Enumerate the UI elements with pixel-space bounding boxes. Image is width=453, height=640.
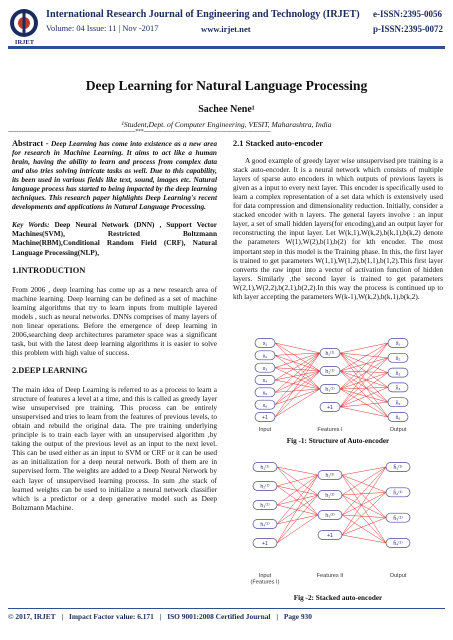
abstract — [12, 139, 217, 211]
section-heading-stacked-auto-encoder: 2.1 Stacked auto-encoder — [233, 139, 324, 148]
layer-label: Features II — [316, 573, 344, 579]
footer-separator: | — [61, 612, 64, 621]
network-edge — [275, 389, 320, 417]
network-edge — [275, 343, 320, 389]
network-edge — [340, 371, 388, 373]
network-edge — [275, 353, 320, 417]
network-node-label: +1 — [327, 405, 333, 412]
network-edge — [275, 368, 320, 389]
author-name: Sachee Nene¹ — [198, 104, 255, 115]
header-rule — [8, 46, 445, 49]
section-heading-deep-learning: 2.DEEP LEARNING — [12, 365, 88, 375]
network-node-label: h₂⁽¹⁾ — [260, 484, 270, 491]
network-node-label: x̂₃ — [395, 370, 401, 377]
footer-rule — [8, 608, 445, 609]
network-node-label: x̂₂ — [395, 356, 401, 362]
network-edge — [275, 353, 320, 392]
layer-label: Output — [389, 573, 407, 579]
layer-label: Input — [258, 427, 272, 433]
network-node-label: h₃⁽¹⁾ — [325, 387, 335, 394]
layer-label: Input — [258, 573, 272, 579]
network-node-label: h₁⁽¹⁾ — [325, 351, 335, 358]
network-edge — [277, 475, 318, 486]
footer-iso: ISO 9001:2008 Certified Journal — [167, 612, 271, 621]
network-edge — [340, 407, 388, 417]
network-node-label: h₁⁽¹⁾ — [260, 465, 270, 472]
keywords-label: Key Words: — [12, 220, 50, 230]
left-column — [12, 139, 217, 521]
right-column — [233, 139, 443, 310]
network-node-label: h₂⁽¹⁾ — [325, 369, 335, 376]
network-edge — [342, 492, 386, 535]
figure-1-caption: Fig -1: Structure of Auto-encoder — [286, 437, 390, 445]
logo-label: IRJET — [14, 39, 35, 46]
network-node-label: x₂ — [262, 353, 268, 360]
irjet-logo — [9, 8, 39, 38]
author-affiliation: ¹Student,Dept. of Computer Engineering, VESIT, Maharashtra, India — [121, 120, 332, 129]
network-node-label: h₂⁽²⁾ — [325, 493, 335, 500]
footer-separator: | — [159, 612, 162, 621]
network-node-label: x̂₄ — [395, 385, 401, 392]
footer-impact-factor: Impact Factor value: 6.171 — [68, 612, 154, 621]
network-edge — [342, 475, 386, 543]
paper-title: Deep Learning for Natural Language Processing — [85, 78, 368, 93]
footer-copyright: © 2017, IRJET — [8, 612, 56, 621]
figure-2-stacked-auto-encoder-diagram — [250, 455, 430, 593]
network-node-label: ĥ₃⁽¹⁾ — [393, 515, 403, 522]
stacked-auto-encoder-text: A good example of greedy layer wise unsupervised pre training is a stack auto-encoder. It is a neural network which consists of multiple layers of sparse auto encoders in which outputs of previous layers is given as a input to every next layer. This encoder is specifically used to learn a complex representation of a set data which is extensively used for data compression and dimensionality reduction. Initially, consider a stacked encoder with n layers. The general layers involve : an input layer, a set of small hidden layers(for encoding),and an output layer for reconstructing the input layer. Let W(k,1),W(k,2),b(k,1),b(k,2) denote the parameters W(1),W(2),b(1),b(2) for kth encoder. The most important step in this model is the Training phase. In this, the first layer is trained to get parameters W(1,1),W(1,2),b(1,1),b(1,2).This first layer converts the raw input into a vector of activation function of hidden layers. Similarly ,the second layer is trained to get parameters W(2,1),W(2,2),b(2,1),b(2,2).In this way the process is continued up to kth layer accepting the parameters W(k-1),W(k,2),b(k,1),b(k,2). — [233, 156, 443, 301]
abstract-label: Abstract - — [12, 139, 49, 148]
keywords-text: Deep Neural Network (DNN) , Support Vector Machines(SVM), Restricted Boltzmann Machine(RBM),Conditional Random Field (CRF), Natural Language Processing(NLP), — [12, 220, 218, 257]
network-edge — [340, 389, 388, 402]
network-node-label: x̂₅ — [395, 400, 401, 407]
section-heading-introduction: 1.INTRODUCTION — [12, 265, 86, 275]
network-edge — [340, 358, 388, 371]
e-issn: e-ISSN:2395-0056 — [373, 9, 442, 19]
p-issn: p-ISSN:2395-0072 — [373, 24, 444, 34]
network-edge — [277, 505, 318, 515]
network-edge — [277, 495, 318, 505]
network-node-label: h₄⁽¹⁾ — [260, 522, 270, 529]
network-node-label: ĥ₁⁽¹⁾ — [393, 465, 403, 472]
network-node-label: x₆ — [262, 402, 268, 409]
layer-label: Output — [389, 427, 407, 433]
network-node-label: x̂₆ — [395, 415, 401, 422]
network-node-label: h₁⁽²⁾ — [325, 473, 335, 480]
network-edge — [342, 475, 386, 518]
network-edge — [275, 371, 320, 392]
network-node-label: +1 — [262, 415, 268, 422]
network-node-label: x₁ — [262, 341, 268, 348]
page-footer — [8, 612, 445, 621]
volume-issue: Volume: 04 Issue: 11 | Nov -2017 — [46, 24, 159, 33]
footer-separator: | — [276, 612, 278, 621]
network-edge — [275, 389, 320, 392]
network-edge — [340, 343, 388, 353]
figure-1-auto-encoder-diagram — [250, 337, 430, 435]
network-edge — [275, 343, 320, 353]
network-node-label: x₄ — [262, 378, 268, 385]
network-edge — [275, 355, 320, 371]
network-edge — [275, 368, 320, 371]
network-node-label: h₃⁽¹⁾ — [260, 503, 270, 510]
network-node-label: h₃⁽²⁾ — [325, 513, 335, 520]
section-separator: ---------------------------------------------------------------------------***--------------------------------------------------------------------------- — [8, 129, 271, 135]
network-edge — [342, 492, 386, 495]
journal-name: International Research Journal of Engineering and Technology (IRJET) — [46, 9, 360, 20]
network-node-label: x₃ — [262, 365, 268, 372]
keywords — [12, 220, 217, 256]
network-node-label: ĥ₂⁽¹⁾ — [393, 490, 403, 497]
introduction-text: From 2006 , deep learning has come up as a new research area of machine learning. Deep learning can be defined as a set of machine learning algorithms that try to learn inputs from multiple layered models , such as neural networks. DNNs comprises of many layers of non linear operations. Before the emergence of deep learning in 2006,searching deep architectures parameter space was a significant task, but with the latest deep learning algorithms it is easier to solve this problem with high value of success. — [12, 284, 217, 357]
footer-page-number: Page 930 — [283, 612, 312, 621]
network-edge — [275, 371, 320, 417]
network-node-label: x̂₁ — [395, 341, 401, 348]
network-edge — [340, 387, 388, 389]
deep-learning-text: The main idea of Deep Learning is referred to as a process to learn a structure of features a level at a time, and this is called as greedy layer wise unsupervised pre training. This process can be entirely unsupervised and tries to learn from the features of previous levels, to obtain and rebuild the original data. The pre training underlying principle is to train each layer with an unsupervised algorithm ,by taking the output of the previous level as an input to the next level. This can be used either as an input to SVM or CRF or it can be used as an initialization for a deep neural network. Both of them are in supervised form. The weights are added to a Deep Neural Network by each layer of unsupervised learning process. In sum ,the stack of learned weights can be used to initialize a neural network classifier which is a predictor or a deep generative model such as Deep Boltzmann Machine. — [12, 385, 217, 512]
journal-website-link[interactable]: www.irjet.net — [201, 24, 251, 34]
network-edge — [342, 467, 386, 535]
network-edge — [342, 515, 386, 518]
layer-label: Features I — [317, 427, 343, 433]
network-node-label: x₅ — [262, 390, 268, 397]
figure-2-caption: Fig -2: Stacked auto-encoder — [293, 594, 383, 602]
layer-label: (Features I) — [250, 579, 280, 586]
network-edge — [277, 475, 318, 543]
network-node-label: ĥ₄⁽¹⁾ — [393, 541, 403, 548]
network-node-label: +1 — [262, 541, 268, 548]
network-node-label: +1 — [327, 533, 333, 540]
abstract-text: Deep Learning has come into existence as a new area for research in Machine Learning. It aims to act like a human brain, having the ability to learn and process from complex data and also tries solving intricate tasks as well. Due to this capability, its been used in various fields like text, sound, images etc. Natural language process has started to being impacted by the deep learning techniques. This research paper highlights Deep Learning's recent developments and applications in Natural Language Processing. — [12, 139, 217, 212]
